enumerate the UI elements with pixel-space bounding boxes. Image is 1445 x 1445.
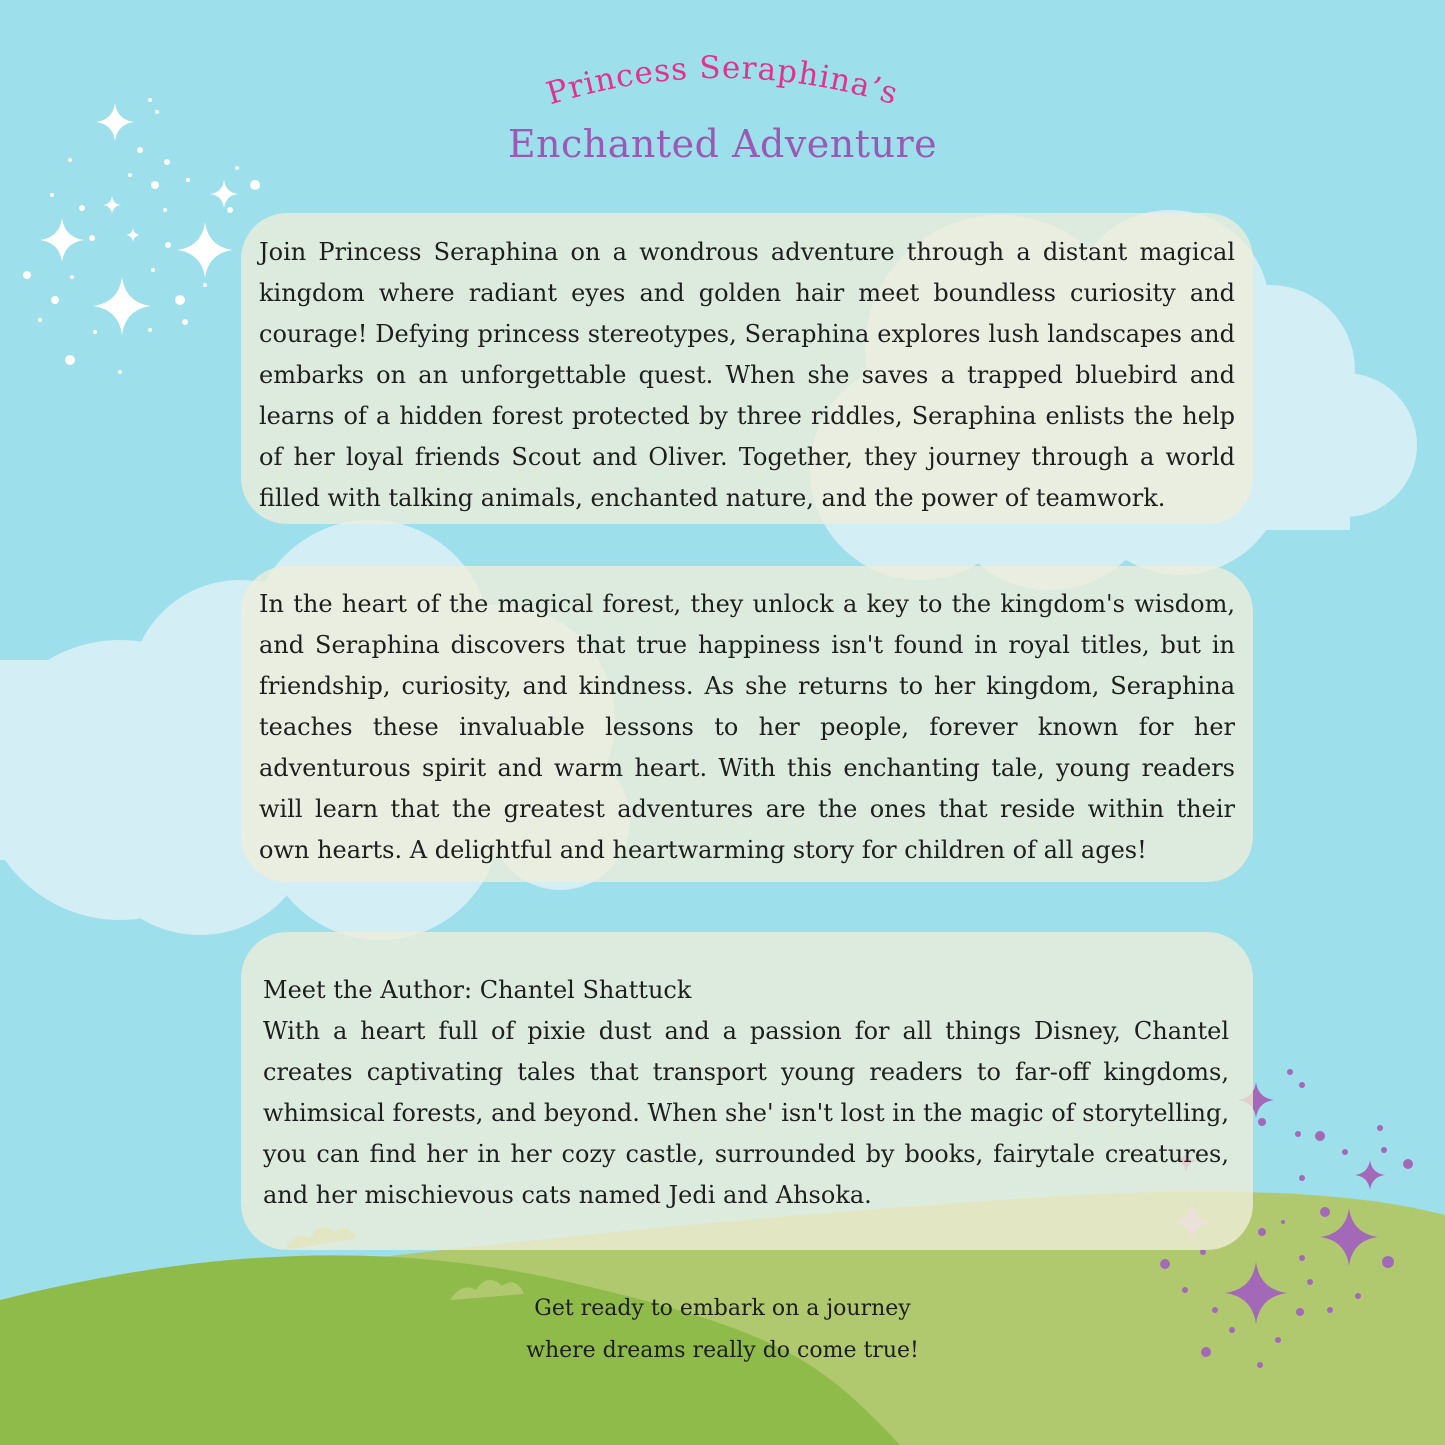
title-line1-text: Princess Seraphina’s: [542, 49, 903, 113]
synopsis-paragraph-1: Join Princess Seraphina on a wondrous adventure through a distant magical kingdom where radiant eyes and golden hair meet boundless curiosity and courage! Defying princess stereotypes, Seraphina explores lush landscapes and embarks on an unforgettable quest. When she saves a trapped bluebird and learns of a hidden forest protected by three riddles, Seraphina enlists the help of her loyal friends Scout and Oliver. Together, they journey through a world filled with talking animals, enchanted nature, and the power of teamwork.: [259, 238, 1235, 512]
svg-text:Princess Seraphina’s: [542, 50, 902, 112]
author-panel: [241, 932, 1253, 1250]
title-line2: Enchanted Adventure: [507, 122, 938, 166]
synopsis-panel-1: [241, 213, 1253, 524]
synopsis-panel-2: [241, 566, 1253, 882]
author-heading: Meet the Author: Chantel Shattuck: [263, 976, 692, 1004]
closing-line-1: Get ready to embark on a journey: [534, 1296, 911, 1321]
closing-tagline: [0, 1288, 1445, 1372]
title-line1: [520, 44, 920, 114]
author-bio: With a heart full of pixie dust and a passion for all things Disney, Chantel creates captivating tales that transport young readers to far-off kingdoms, whimsical forests, and beyond. When she' isn't lost in the magic of storytelling, you can find her in her cozy castle, surrounded by books, fairytale creatures, and her mischievous cats named Jedi and Ahsoka.: [263, 1017, 1229, 1209]
closing-line-2: where dreams really do come true!: [526, 1338, 919, 1363]
synopsis-paragraph-2: In the heart of the magical forest, they unlock a key to the kingdom's wisdom, and Seraphina discovers that true happiness isn't found in royal titles, but in friendship, curiosity, and kindness. As she returns to her kingdom, Seraphina teaches these invaluable lessons to her people, forever known for her adventurous spirit and warm heart. With this enchanting tale, young readers will learn that the greatest adventures are the ones that reside within their own hearts. A delightful and heartwarming story for children of all ages!: [259, 590, 1235, 864]
